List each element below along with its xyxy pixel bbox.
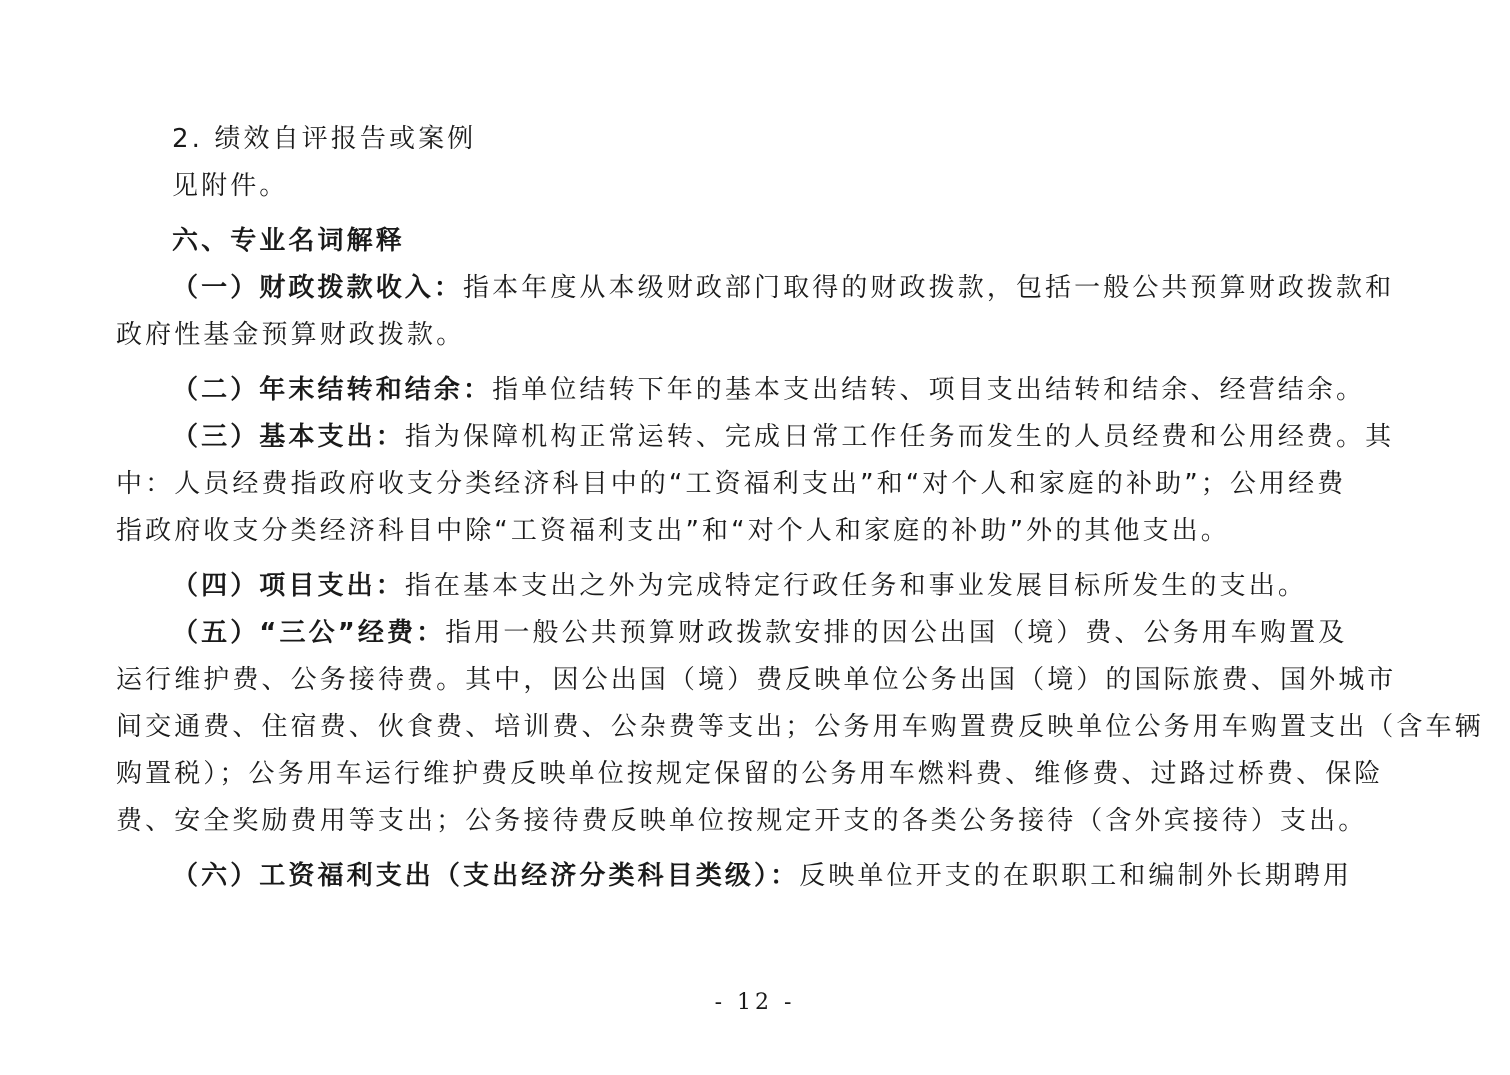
term-text-5-line-1: 指用一般公共预算财政拨款安排的因公出国（境）费、公务用车购置及 (445, 618, 1348, 648)
term-text-6-line-1: 反映单位开支的在职职工和编制外长期聘用 (799, 861, 1353, 891)
subsection-heading-performance-report: 2. 绩效自评报告或案例 (172, 124, 477, 154)
term-text-4-line-1: 指在基本支出之外为完成特定行政任务和事业发展目标所发生的支出。 (404, 571, 1307, 601)
page-body (116, 116, 1484, 900)
term-paragraph-2 (116, 367, 1396, 414)
term-label-5: （五）“三公”经费： (172, 618, 446, 648)
term-text-5-line-4: 购置税）；公务用车运行维护费反映单位按规定保留的公务用车燃料费、维修费、过路过桥费、保险 (116, 759, 1384, 789)
page-number: - 12 - (714, 990, 796, 1015)
term-paragraph-4 (116, 563, 1396, 610)
term-text-2-line-1: 指单位结转下年的基本支出结转、项目支出结转和结余、经营结余。 (492, 375, 1366, 405)
term-text-3-line-2: 中：人员经费指政府收支分类经济科目中的“工资福利支出”和“对个人和家庭的补助”；公用经费 (116, 469, 1347, 499)
term-text-3-line-1: 指为保障机构正常运转、完成日常工作任务而发生的人员经费和公用经费。其 (404, 422, 1395, 452)
term-label-6: （六）工资福利支出（支出经济分类科目类级）： (172, 861, 800, 891)
term-text-3-line-3: 指政府收支分类经济科目中除“工资福利支出”和“对个人和家庭的补助”外的其他支出。 (116, 516, 1230, 546)
term-paragraph-5 (116, 610, 1396, 657)
term-text-5-line-3: 间交通费、住宿费、伙食费、培训费、公杂费等支出；公务用车购置费反映单位公务用车购置支出（含车辆 (116, 712, 1484, 742)
term-text-1-line-2: 政府性基金预算财政拨款。 (116, 320, 466, 350)
term-label-3: （三）基本支出： (172, 422, 405, 452)
term-label-4: （四）项目支出： (172, 571, 405, 601)
term-text-5-line-5: 费、安全奖励费用等支出；公务接待费反映单位按规定开支的各类公务接待（含外宾接待）支出。 (116, 806, 1368, 836)
term-paragraph-1 (116, 265, 1396, 312)
term-paragraph-3 (116, 414, 1396, 461)
term-text-1-line-1: 指本年度从本级财政部门取得的财政拨款，包括一般公共预算财政拨款和 (463, 273, 1395, 303)
term-label-1: （一）财政拨款收入： (172, 273, 464, 303)
term-text-5-line-2: 运行维护费、公务接待费。其中，因公出国（境）费反映单位公务出国（境）的国际旅费、国外城市 (116, 665, 1397, 695)
paragraph-see-attachment: 见附件。 (172, 171, 289, 201)
section-heading-glossary: 六、专业名词解释 (172, 226, 405, 256)
term-paragraph-6 (116, 853, 1396, 900)
term-label-2: （二）年末结转和结余： (172, 375, 493, 405)
